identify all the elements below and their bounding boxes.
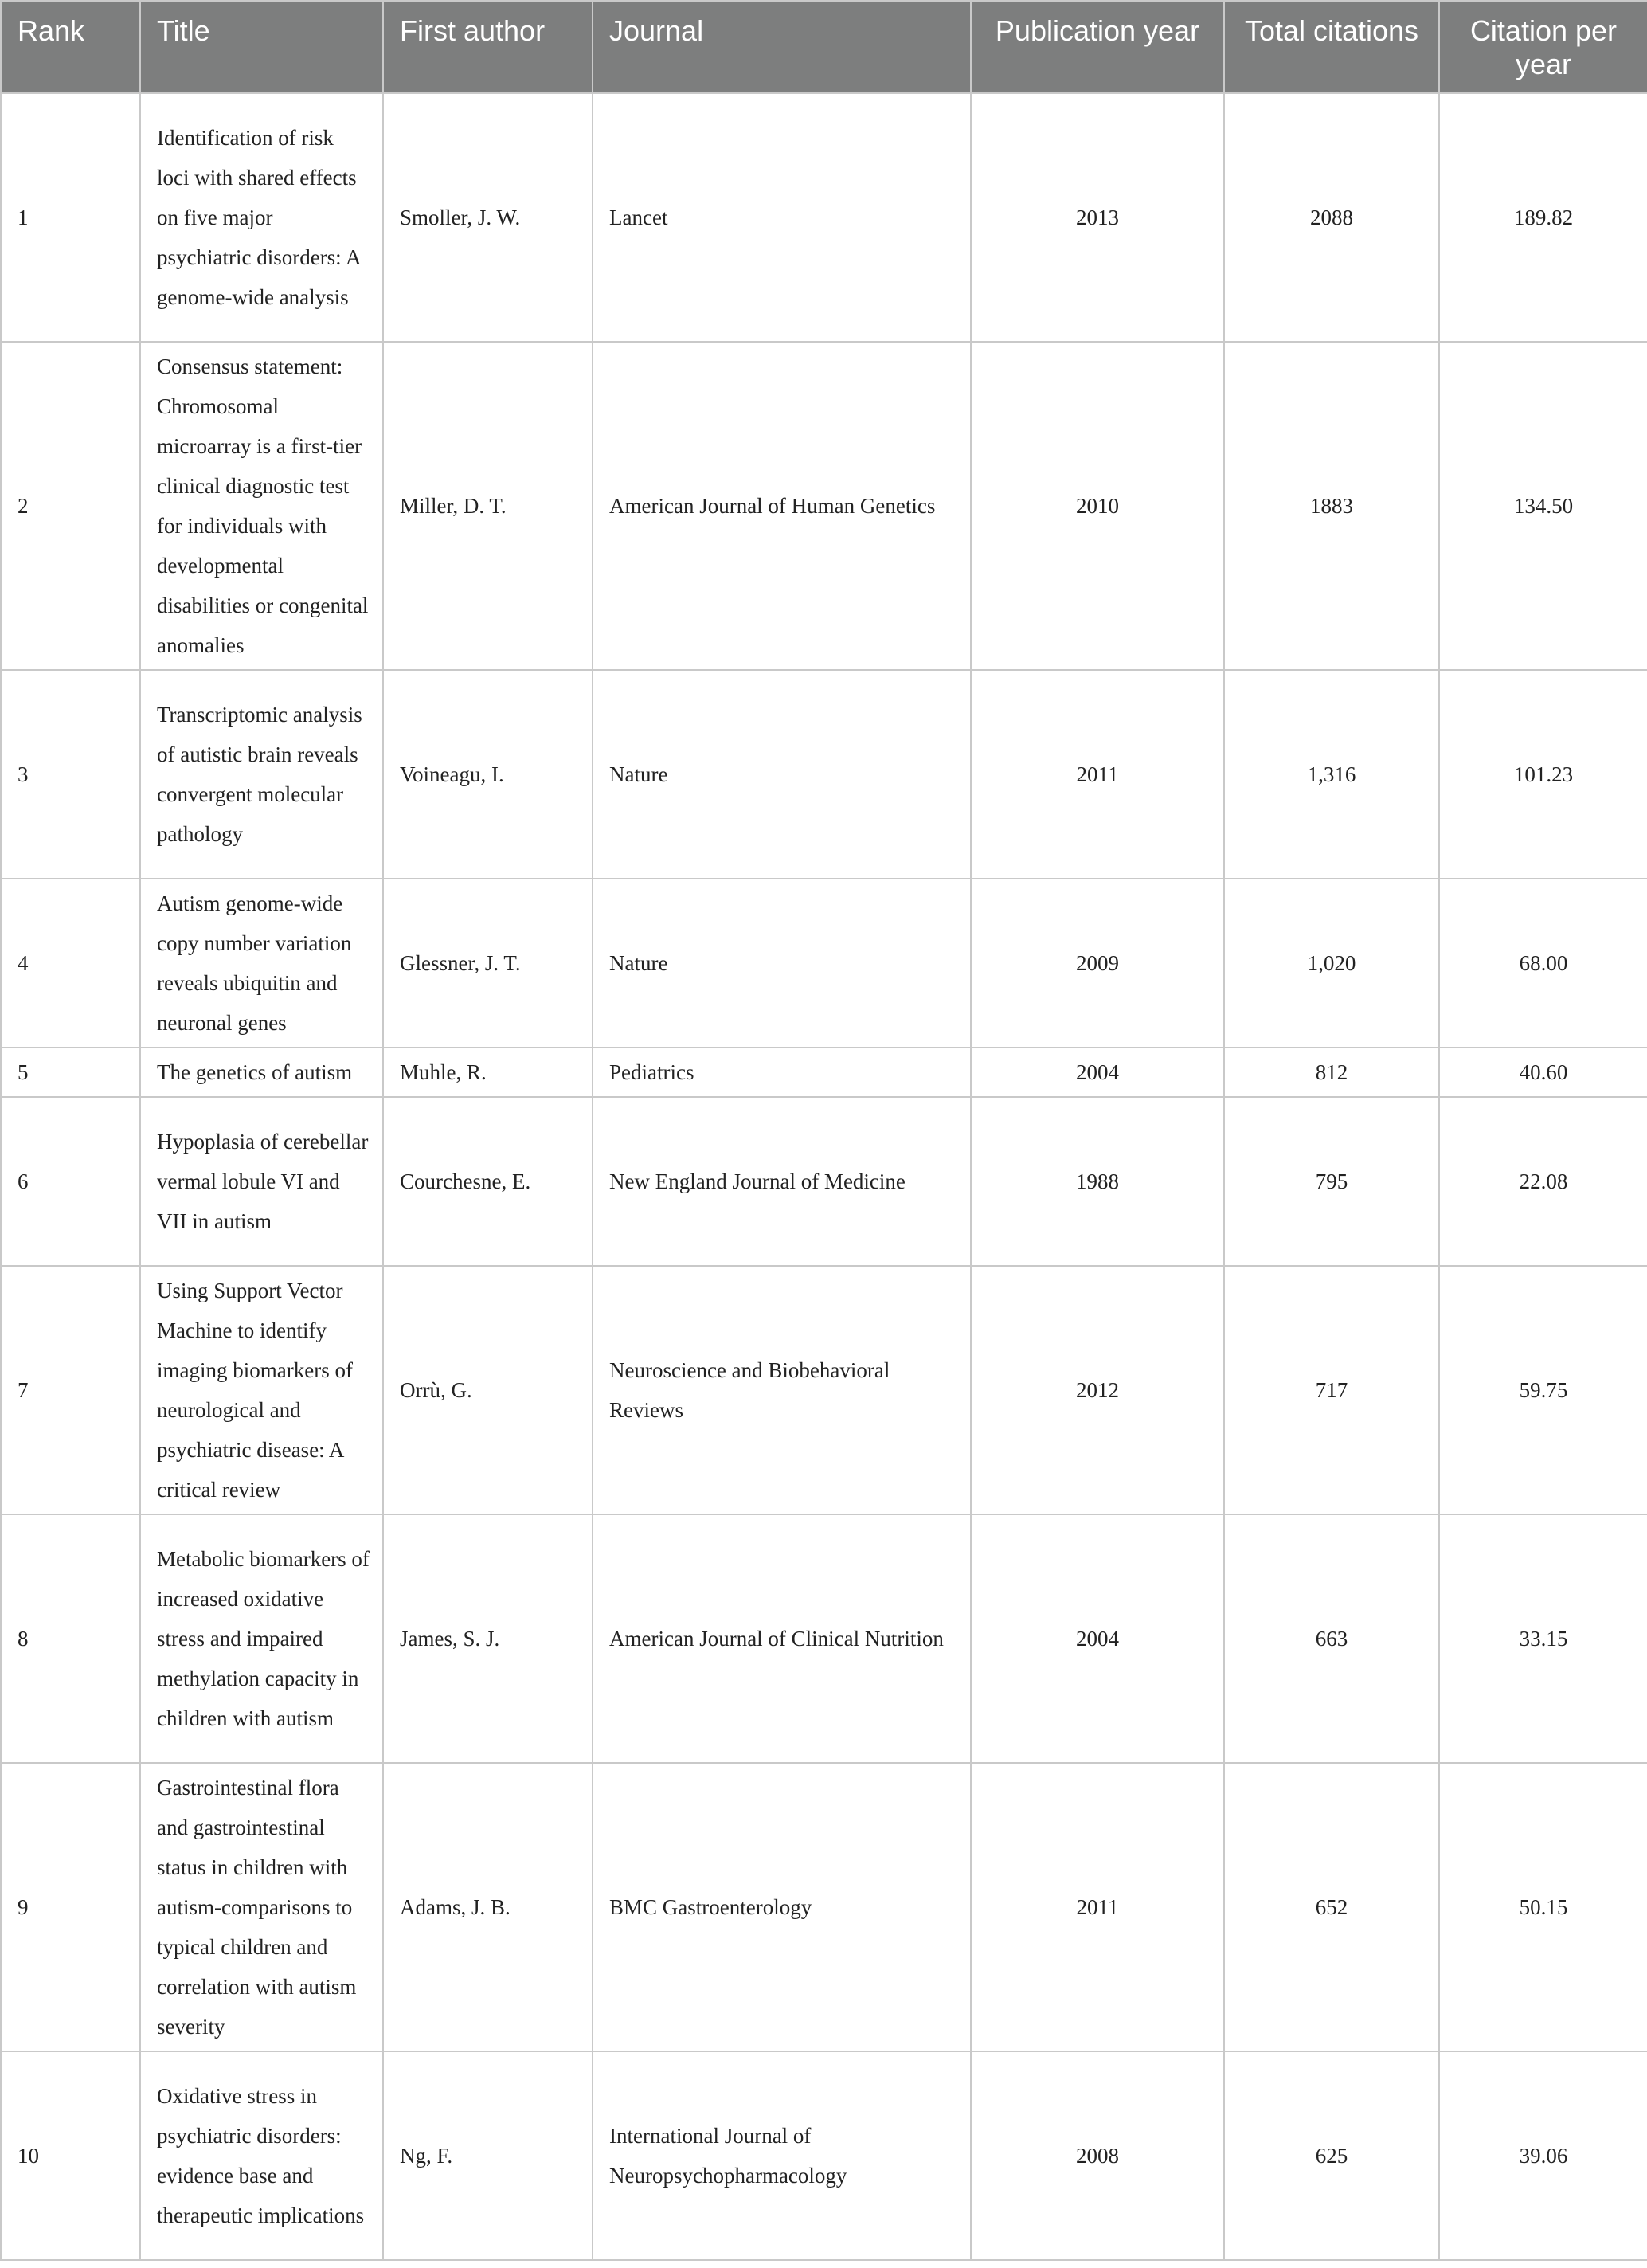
table-row bbox=[1, 1048, 1647, 1097]
per-year-cell: 101.23 bbox=[1439, 670, 1647, 879]
header-journal: Journal bbox=[593, 1, 971, 93]
title-cell: Hypoplasia of cerebellar vermal lobule VI and VII in autism bbox=[140, 1097, 383, 1266]
title-cell: Identification of risk loci with shared effects on five major psychiatric disorders: A genome-wide analysis bbox=[140, 93, 383, 342]
citations-cell: 652 bbox=[1224, 1763, 1439, 2051]
table-row bbox=[1, 93, 1647, 342]
citations-cell: 1883 bbox=[1224, 342, 1439, 670]
citations-cell: 795 bbox=[1224, 1097, 1439, 1266]
table-row bbox=[1, 2051, 1647, 2260]
citations-cell: 1,020 bbox=[1224, 879, 1439, 1048]
header-rank: Rank bbox=[1, 1, 140, 93]
rank-cell: 2 bbox=[1, 342, 140, 670]
per-year-cell: 59.75 bbox=[1439, 1266, 1647, 1514]
title-cell: Oxidative stress in psychiatric disorders: evidence base and therapeutic implications bbox=[140, 2051, 383, 2260]
author-cell: Courchesne, E. bbox=[383, 1097, 593, 1266]
citations-cell: 2088 bbox=[1224, 93, 1439, 342]
citations-cell: 625 bbox=[1224, 2051, 1439, 2260]
header-title: Title bbox=[140, 1, 383, 93]
author-cell: Adams, J. B. bbox=[383, 1763, 593, 2051]
citations-cell: 717 bbox=[1224, 1266, 1439, 1514]
author-cell: Voineagu, I. bbox=[383, 670, 593, 879]
table-row bbox=[1, 1514, 1647, 1763]
header-citation-per-year: Citation per year bbox=[1439, 1, 1647, 93]
year-cell: 2009 bbox=[971, 879, 1224, 1048]
journal-cell: BMC Gastroenterology bbox=[593, 1763, 971, 2051]
rank-cell: 6 bbox=[1, 1097, 140, 1266]
table-row bbox=[1, 879, 1647, 1048]
citations-cell: 1,316 bbox=[1224, 670, 1439, 879]
rank-cell: 5 bbox=[1, 1048, 140, 1097]
rank-cell: 9 bbox=[1, 1763, 140, 2051]
per-year-cell: 33.15 bbox=[1439, 1514, 1647, 1763]
table-row bbox=[1, 1097, 1647, 1266]
rank-cell: 4 bbox=[1, 879, 140, 1048]
author-cell: Smoller, J. W. bbox=[383, 93, 593, 342]
year-cell: 2011 bbox=[971, 670, 1224, 879]
year-cell: 2004 bbox=[971, 1048, 1224, 1097]
year-cell: 2011 bbox=[971, 1763, 1224, 2051]
table-row bbox=[1, 670, 1647, 879]
table-row bbox=[1, 1763, 1647, 2051]
author-cell: Muhle, R. bbox=[383, 1048, 593, 1097]
header-first-author: First author bbox=[383, 1, 593, 93]
rank-cell: 8 bbox=[1, 1514, 140, 1763]
table-row bbox=[1, 1266, 1647, 1514]
rank-cell: 3 bbox=[1, 670, 140, 879]
citations-cell: 812 bbox=[1224, 1048, 1439, 1097]
journal-cell: International Journal of Neuropsychopharmacology bbox=[593, 2051, 971, 2260]
per-year-cell: 68.00 bbox=[1439, 879, 1647, 1048]
year-cell: 2013 bbox=[971, 93, 1224, 342]
rank-cell: 1 bbox=[1, 93, 140, 342]
author-cell: Glessner, J. T. bbox=[383, 879, 593, 1048]
title-cell: Autism genome-wide copy number variation reveals ubiquitin and neuronal genes bbox=[140, 879, 383, 1048]
author-cell: Ng, F. bbox=[383, 2051, 593, 2260]
year-cell: 2004 bbox=[971, 1514, 1224, 1763]
year-cell: 1988 bbox=[971, 1097, 1224, 1266]
per-year-cell: 134.50 bbox=[1439, 342, 1647, 670]
year-cell: 2010 bbox=[971, 342, 1224, 670]
per-year-cell: 40.60 bbox=[1439, 1048, 1647, 1097]
year-cell: 2008 bbox=[971, 2051, 1224, 2260]
year-cell: 2012 bbox=[971, 1266, 1224, 1514]
title-cell: Consensus statement: Chromosomal microarray is a first-tier clinical diagnostic test for individuals with developmental disabilities or congenital anomalies bbox=[140, 342, 383, 670]
per-year-cell: 22.08 bbox=[1439, 1097, 1647, 1266]
journal-cell: Pediatrics bbox=[593, 1048, 971, 1097]
journal-cell: American Journal of Human Genetics bbox=[593, 342, 971, 670]
title-cell: Transcriptomic analysis of autistic brain reveals convergent molecular pathology bbox=[140, 670, 383, 879]
rank-cell: 10 bbox=[1, 2051, 140, 2260]
journal-cell: Nature bbox=[593, 670, 971, 879]
journal-cell: New England Journal of Medicine bbox=[593, 1097, 971, 1266]
table-row bbox=[1, 342, 1647, 670]
journal-cell: Lancet bbox=[593, 93, 971, 342]
per-year-cell: 39.06 bbox=[1439, 2051, 1647, 2260]
author-cell: Miller, D. T. bbox=[383, 342, 593, 670]
per-year-cell: 50.15 bbox=[1439, 1763, 1647, 2051]
title-cell: Metabolic biomarkers of increased oxidative stress and impaired methylation capacity in children with autism bbox=[140, 1514, 383, 1763]
journal-cell: Nature bbox=[593, 879, 971, 1048]
author-cell: James, S. J. bbox=[383, 1514, 593, 1763]
title-cell: Gastrointestinal flora and gastrointestinal status in children with autism-comparisons to typical children and correlation with autism severity bbox=[140, 1763, 383, 2051]
citations-cell: 663 bbox=[1224, 1514, 1439, 1763]
rank-cell: 7 bbox=[1, 1266, 140, 1514]
per-year-cell: 189.82 bbox=[1439, 93, 1647, 342]
header-total-citations: Total citations bbox=[1224, 1, 1439, 93]
journal-cell: Neuroscience and Biobehavioral Reviews bbox=[593, 1266, 971, 1514]
journal-cell: American Journal of Clinical Nutrition bbox=[593, 1514, 971, 1763]
title-cell: Using Support Vector Machine to identify imaging biomarkers of neurological and psychiatric disease: A critical review bbox=[140, 1266, 383, 1514]
title-cell: The genetics of autism bbox=[140, 1048, 383, 1097]
header-row bbox=[1, 1, 1647, 93]
author-cell: Orrù, G. bbox=[383, 1266, 593, 1514]
header-publication-year: Publication year bbox=[971, 1, 1224, 93]
